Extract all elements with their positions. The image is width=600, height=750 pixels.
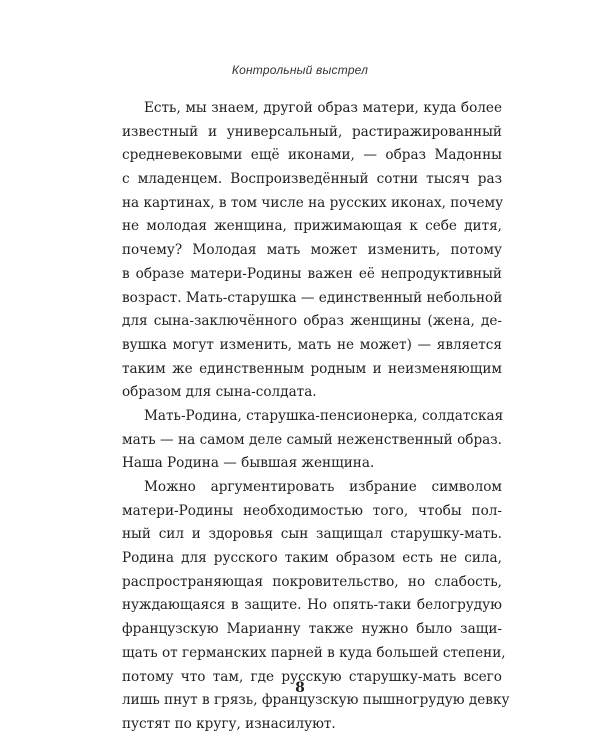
text-line: с младенцем. Воспроизведённый сотни тысяч раз: [122, 171, 502, 188]
text-line: на картинах, в том числе на русских иконах, почему: [122, 194, 504, 211]
text-line: в образе матери-Родины важен её непродуктивный: [122, 265, 502, 282]
text-line: лишь пнут в грязь, французскую пышногрудую девку: [122, 692, 510, 709]
text-line: потому что там, где русскую старушку-мать всего: [122, 668, 502, 685]
text-line: ный сил и здоровья сын защищал старушку-мать.: [122, 526, 502, 543]
text-line: образом для сына-солдата.: [122, 384, 317, 401]
text-line: нуждающаяся в защите. Но опять-таки белогрудую: [122, 597, 502, 614]
text-line: пустят по кругу, изнасилуют.: [122, 715, 336, 732]
text-line: Наша Родина — бывшая женщина.: [122, 455, 375, 472]
text-line: почему? Молодая мать может изменить, потому: [122, 242, 502, 259]
text-line: Мать-Родина, старушка-пенсионерка, солдатская: [144, 407, 504, 424]
text-line: Родина для русского таким образом есть не сила,: [122, 550, 502, 567]
paragraph-3: [122, 476, 510, 737]
text-line: для сына-заключённого образ женщины (жена, де-: [122, 313, 502, 330]
text-line: распространяющая покровительство, но слабость,: [122, 573, 502, 590]
text-line: Можно аргументировать избрание символом: [144, 479, 502, 495]
text-line: матери-Родины необходимостью того, чтобы пол-: [122, 502, 502, 519]
text-line: средневековыми ещё иконами, — образ Мадонны: [122, 147, 502, 164]
text-line: французскую Марианну также нужно было защи-: [122, 621, 502, 638]
paragraph-1: [122, 97, 502, 405]
text-line: Есть, мы знаем, другой образ матери, куда более: [144, 100, 502, 116]
paragraph-2: [122, 405, 502, 476]
text-line: вушка могут изменить, мать не может) — является: [122, 336, 502, 353]
running-head: Контрольный выстрел: [231, 63, 369, 77]
text-line: мать — на самом деле самый неженственный образ.: [122, 431, 502, 448]
body-text: [122, 97, 510, 737]
text-line: возраст. Мать-старушка — единственный небольной: [122, 289, 503, 306]
text-line: известный и универсальный, растиражированный: [122, 123, 502, 140]
text-line: таким же единственным родным и неизменяющим: [122, 360, 502, 377]
text-line: не молодая женщина, прижимающая к себе дитя,: [122, 218, 502, 235]
page-number: 8: [295, 680, 305, 696]
text-line: щать от германских парней в куда большей степени,: [122, 644, 506, 661]
